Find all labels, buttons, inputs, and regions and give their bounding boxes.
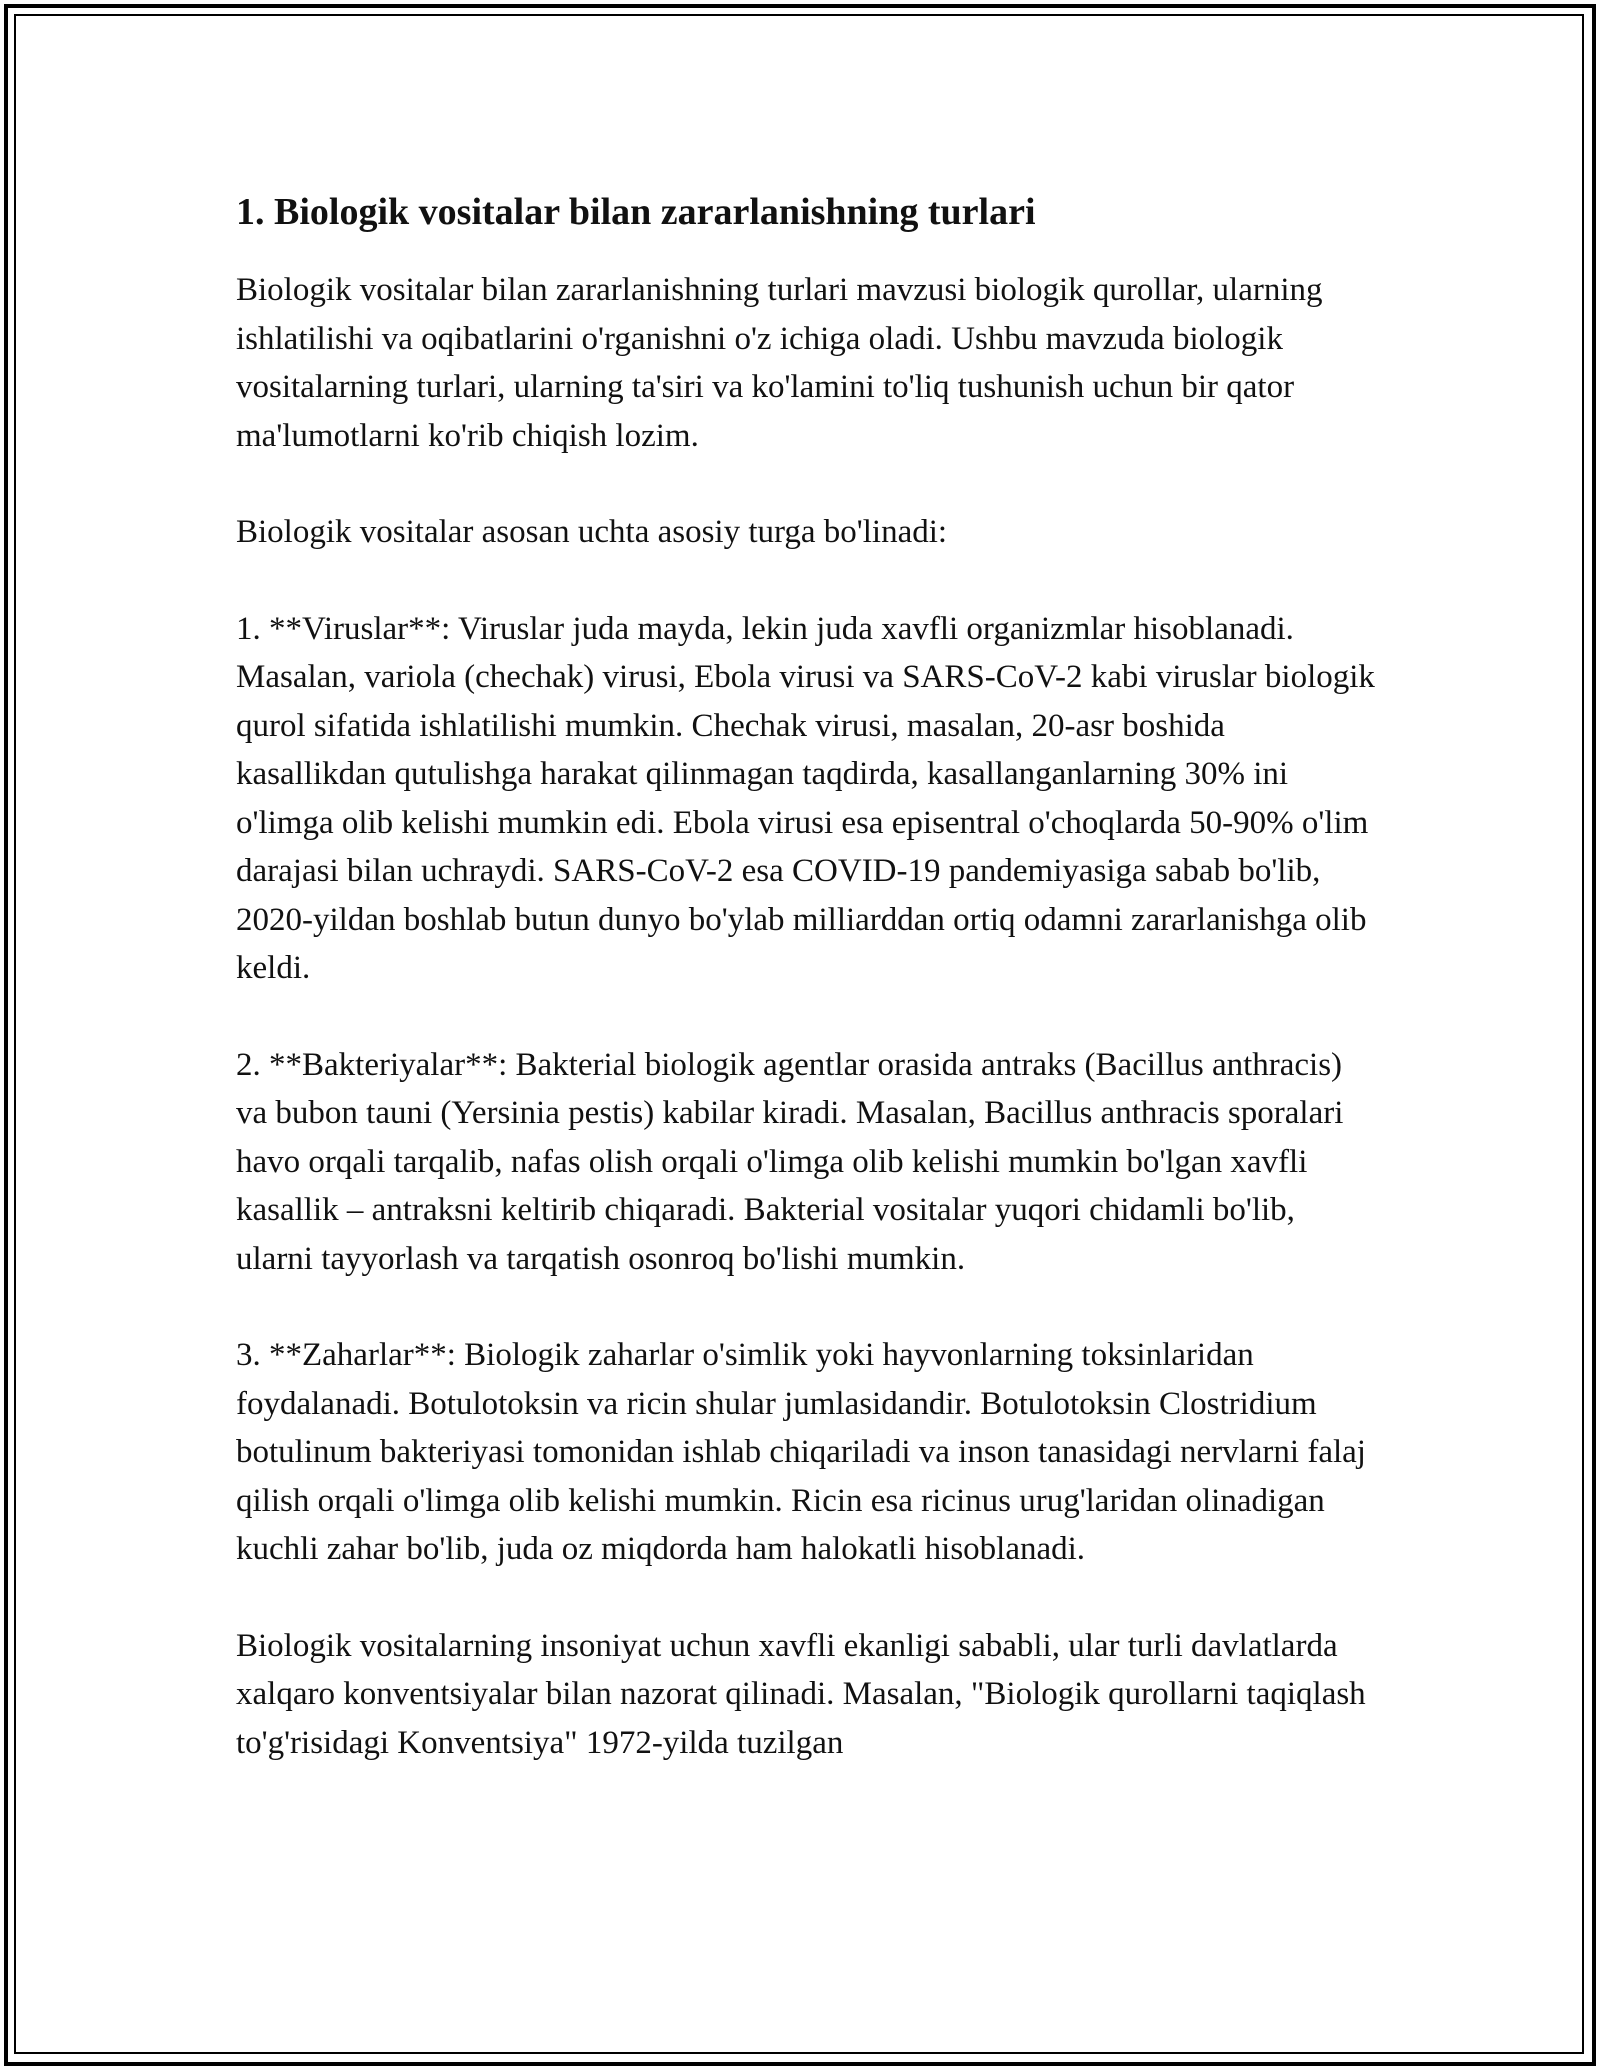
viruses-paragraph: 1. **Viruslar**: Viruslar juda mayda, lekin juda xavfli organizmlar hisoblanadi. Masalan, variola (chechak) virusi, Ebola virusi va SARS-CoV-2 kabi viruslar biologik qurol sifatida ishlatilishi mumkin. Chechak virusi, masalan, 20-asr boshida kasallikdan qutulishga harakat qilinmagan taqdirda, kasallanganlarning 30% ini o'limga olib kelishi mumkin edi. Ebola virusi esa episentral o'choqlarda 50-90% o'lim darajasi bilan uchraydi. SARS-CoV-2 esa COVID-19 pandemiyasiga sabab bo'lib, 2020-yildan boshlab butun dunyo bo'ylab milliarddan ortiq odamni zararlanishga olib keldi. [236, 610, 1375, 986]
bacteria-paragraph: 2. **Bakteriyalar**: Bakterial biologik agentlar orasida antraks (Bacillus anthracis) va bubon tauni (Yersinia pestis) kabilar kiradi. Masalan, Bacillus anthracis sporalari havo orqali tarqalib, nafas olish orqali o'limga olib kelishi mumkin bo'lgan xavfli kasallik – antraksni keltirib chiqaradi. Bakterial vositalar yuqori chidamli bo'lib, ularni tayyorlash va tarqatish osonroq bo'lishi mumkin. [236, 1046, 1344, 1277]
types-intro-paragraph: Biologik vositalar asosan uchta asosiy turga bo'linadi: [236, 514, 948, 550]
toxins-paragraph: 3. **Zaharlar**: Biologik zaharlar o'simlik yoki hayvonlarning toksinlaridan foydalanadi. Botulotoksin va ricin shular jumlasidandir. Botulotoksin Clostridium botulinum bakteriyasi tomonidan ishlab chiqariladi va inson tanasidagi nervlarni falaj qilish orqali o'limga olib kelishi mumkin. Ricin esa ricinus urug'laridan olinadigan kuchli zahar bo'lib, juda oz miqdorda ham halokatli hisoblanadi. [236, 1337, 1366, 1567]
section-heading: 1. Biologik vositalar bilan zararlanishning turlari [236, 191, 1036, 233]
conventions-paragraph: Biologik vositalarning insoniyat uchun xavfli ekanligi sababli, ular turli davlatlarda xalqaro konventsiyalar bilan nazorat qilinadi. Masalan, "Biologik qurollarni taqiqlash to'g'risidagi Konventsiya" 1972-yilda tuzilgan [236, 1627, 1366, 1761]
intro-paragraph: Biologik vositalar bilan zararlanishning turlari mavzusi biologik qurollar, ularning ishlatilishi va oqibatlarini o'rganishni o'z ichiga oladi. Ushbu mavzuda biologik vositalarning turlari, ularning ta'siri va ko'lamini to'liq tushunish uchun bir qator ma'lumotlarni ko'rib chiqish lozim. [236, 272, 1323, 454]
document-body [236, 184, 1376, 1815]
